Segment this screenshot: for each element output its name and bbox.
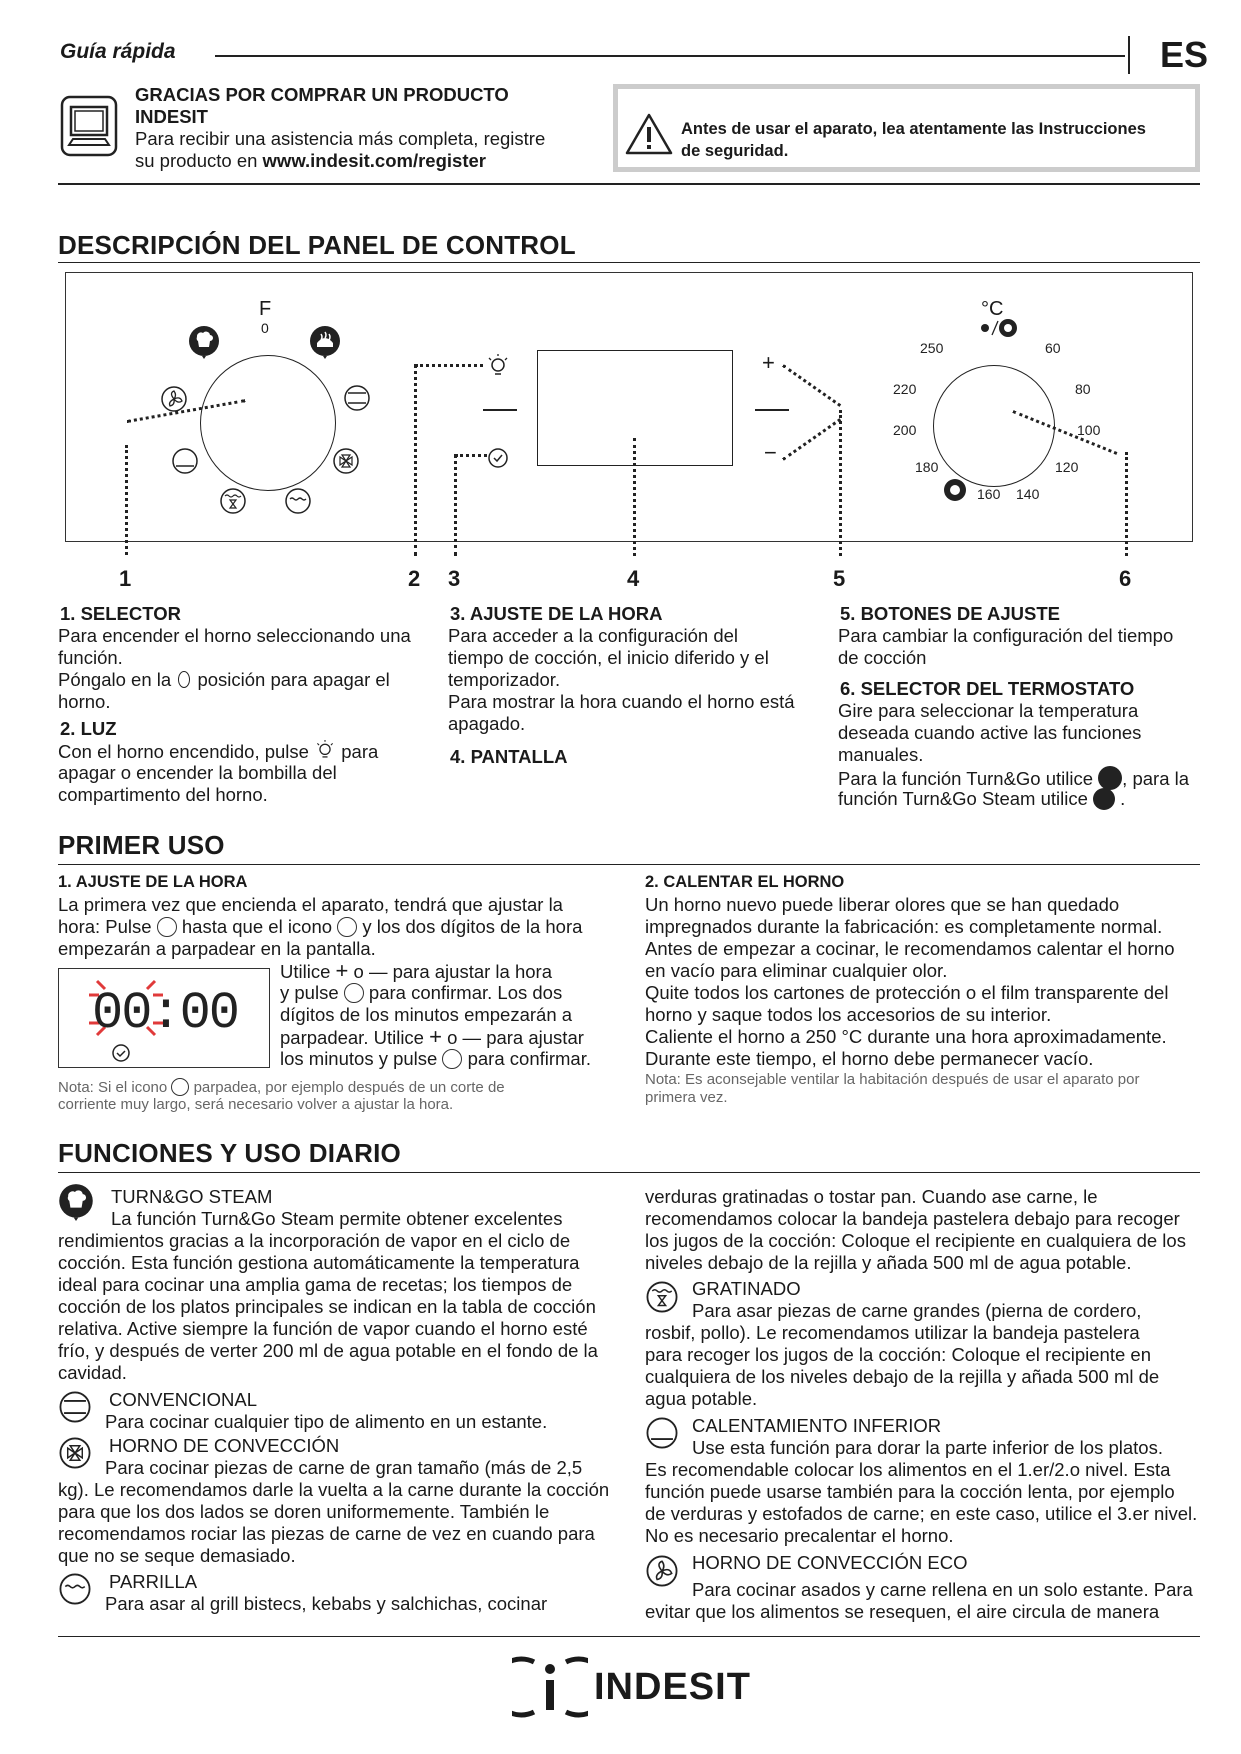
steam-line-1: La función Turn&Go Steam permite obtener excelentes <box>111 1208 563 1229</box>
light-bulb-icon[interactable] <box>486 354 510 385</box>
guide-label: Guía rápida <box>60 40 176 63</box>
header-divider <box>1128 36 1130 74</box>
bottom-heat-line-3: función puede usarse también para la cocción lenta, por ejemplo <box>645 1481 1175 1502</box>
clock-icon <box>157 917 177 937</box>
warning-line-2: de seguridad. <box>681 142 789 160</box>
set-time-note-1b: parpadea, por ejemplo después de un corte de <box>193 1079 505 1096</box>
preheat-note-2: primera vez. <box>645 1089 728 1106</box>
selector-line-2: función. <box>58 647 123 668</box>
plus-inline: + <box>429 1024 442 1049</box>
bottom-heat-line-1: Use esta función para dorar la parte inferior de los platos. <box>692 1437 1163 1458</box>
selector-line-3 <box>58 669 390 691</box>
thanks-title-1: GRACIAS POR COMPRAR UN PRODUCTO <box>135 84 509 105</box>
steam-title: TURN&GO STEAM <box>111 1186 273 1207</box>
plus-button[interactable]: + <box>762 350 775 375</box>
callout-4: 4 <box>627 566 640 591</box>
preheat-line-1: Un horno nuevo puede liberar olores que se han quedado <box>645 894 1120 915</box>
clock-setting-line-5: apagado. <box>448 713 526 734</box>
callout-1-leader <box>125 445 128 555</box>
convection-title: HORNO DE CONVECCIÓN <box>109 1435 340 1456</box>
temp-60: 60 <box>1045 340 1061 356</box>
eco-title: HORNO DE CONVECCIÓN ECO <box>692 1552 968 1573</box>
conventional-title: CONVENCIONAL <box>109 1389 258 1410</box>
eco-line-1: Para cocinar asados y carne rellena en un solo estante. Para <box>692 1579 1193 1600</box>
grill-cont-line-2: recomendamos colocar la bandeja pastelera debajo para recoger <box>645 1208 1180 1229</box>
grill-function-icon <box>58 1572 92 1611</box>
steam-line-8: cavidad. <box>58 1362 127 1383</box>
functions-rule <box>58 1172 1200 1173</box>
gratin-line-1: Para asar piezas de carne grandes (pierna de cordero, <box>692 1300 1142 1321</box>
language-code: ES <box>1160 34 1209 75</box>
preheat-title: 2. CALENTAR EL HORNO <box>645 873 845 891</box>
turn-go-inline-icon <box>1098 766 1122 790</box>
bottom-heat-icon <box>171 447 199 480</box>
callout-3: 3 <box>448 566 461 591</box>
callout-6: 6 <box>1119 566 1132 591</box>
first-use-title: PRIMER USO <box>58 830 225 860</box>
preheat-line-6: horno y saque todos los accesorios de su interior. <box>645 1004 1052 1025</box>
thanks-body-2 <box>135 150 486 172</box>
header-rule <box>215 55 1125 57</box>
functions-title: FUNCIONES Y USO DIARIO <box>58 1138 401 1168</box>
set-time-line-4a: Utilice <box>280 961 331 982</box>
clock-icon <box>344 983 364 1003</box>
gratin-line-4: cualquiera de los niveles debajo de la rejilla y añada 500 ml de <box>645 1366 1160 1387</box>
light-title: 2. LUZ <box>60 718 117 739</box>
conventional-icon <box>343 384 371 417</box>
preheat-line-4: en vacío para eliminar cualquier olor. <box>645 960 948 981</box>
convection-line-4: recomendamos rociar las piezas de carne de vez en cuando para <box>58 1523 595 1544</box>
temp-180: 180 <box>915 459 939 475</box>
register-link[interactable]: www.indesit.com/register <box>262 150 486 171</box>
adjust-buttons-title: 5. BOTONES DE AJUSTE <box>840 603 1060 624</box>
selector-title: 1. SELECTOR <box>60 603 181 624</box>
callout-3-leader <box>454 454 457 556</box>
gratin-line-2: rosbif, pollo). Le recomendamos utilizar la bandeja pastelera <box>645 1322 1140 1343</box>
convection-function-icon <box>58 1436 92 1475</box>
grill-cont-line-3: los jugos de la cocción: Coloque el recipiente en cualquiera de los <box>645 1230 1186 1251</box>
eco-line-2: evitar que los alimentos se resequen, el aire circula de manera <box>645 1601 1160 1622</box>
panel-section-title: DESCRIPCIÓN DEL PANEL DE CONTROL <box>58 230 576 260</box>
set-time-line-7a: parpadear. Utilice <box>280 1027 424 1048</box>
warning-line-1: Antes de usar el aparato, lea atentamente las Instrucciones <box>681 120 1146 138</box>
set-time-title: 1. AJUSTE DE LA HORA <box>58 873 248 891</box>
thermostat-title: 6. SELECTOR DEL TERMOSTATO <box>840 678 1135 699</box>
set-time-line-5a: y pulse <box>280 982 339 1003</box>
thermostat-line-4b: , para la <box>1122 768 1190 789</box>
grill-cont-line-1: verduras gratinadas o tostar pan. Cuando ase carne, le <box>645 1186 1098 1207</box>
set-time-line-2a: hora: Pulse <box>58 916 152 937</box>
grill-title: PARRILLA <box>109 1571 198 1592</box>
set-time-line-5 <box>280 982 562 1004</box>
grill-icon <box>284 487 312 520</box>
turn-go-icon <box>188 325 220 364</box>
thermostat-unit: °C <box>981 298 1004 320</box>
header-bottom-rule <box>58 183 1200 185</box>
warning-triangle-icon <box>625 112 673 161</box>
clock-icon <box>442 1049 462 1069</box>
bottom-heat-line-2: Es recomendable colocar los alimentos en el 1.er/2.o nivel. Esta <box>645 1459 1171 1480</box>
selector-line-3a: Póngalo en la <box>58 669 172 690</box>
turn-go-steam-icon <box>309 325 341 364</box>
set-time-note-2: corriente muy largo, será necesario volver a ajustar la hora. <box>58 1096 454 1113</box>
temp-250: 250 <box>920 340 944 356</box>
adjust-button-line <box>755 409 789 411</box>
temp-220: 220 <box>893 381 917 397</box>
steam-line-2: rendimientos gracias a la incorporación de vapor en el ciclo de <box>58 1230 571 1251</box>
set-time-line-7 <box>280 1026 584 1049</box>
thermostat-steam-icon <box>943 478 967 507</box>
convection-line-1: Para cocinar piezas de carne de gran tamaño (más de 2,5 <box>105 1457 583 1478</box>
display-title: 4. PANTALLA <box>450 746 568 767</box>
convection-line-2: kg). Le recomendamos darle la vuelta a la carne durante la cocción <box>58 1479 610 1500</box>
bottom-heat-function-icon <box>645 1416 679 1455</box>
adjust-buttons-line-2: de cocción <box>838 647 927 668</box>
set-time-line-2 <box>58 916 582 938</box>
first-use-rule <box>58 864 1200 865</box>
function-selector-dial[interactable] <box>200 355 336 491</box>
callout-2-leader-h <box>415 364 483 367</box>
adjust-buttons-line-1: Para cambiar la configuración del tiempo <box>838 625 1174 646</box>
steam-line-6: relativa. Active siempre la función de vapor cuando el horno esté <box>58 1318 588 1339</box>
light-line-1a: Con el horno encendido, pulse <box>58 741 309 762</box>
callout-3-leader-h <box>455 454 487 457</box>
temp-120: 120 <box>1055 459 1079 475</box>
bottom-heat-line-5: No es necesario precalentar el horno. <box>645 1525 954 1546</box>
thermostat-line-5a: función Turn&Go Steam utilice <box>838 788 1088 809</box>
preheat-line-5: Quite todos los cartones de protección o el film transparente del <box>645 982 1169 1003</box>
selector-line-1: Para encender el horno seleccionando una <box>58 625 411 646</box>
temp-100: 100 <box>1077 422 1101 438</box>
thermostat-line-2: deseada cuando active las funciones <box>838 722 1142 743</box>
set-time-line-3: empezarán a parpadear en la pantalla. <box>58 938 376 959</box>
steam-line-5: cocción de los platos principales se indican en la tabla de cocción <box>58 1296 596 1317</box>
off-position-icon <box>178 671 190 688</box>
light-line-1b: para <box>341 741 379 762</box>
computer-icon <box>60 95 118 157</box>
set-time-line-1: La primera vez que encienda el aparato, tendrá que ajustar la <box>58 894 563 915</box>
thanks-body-2-text: su producto en <box>135 150 258 171</box>
eco-convection-function-icon <box>645 1554 679 1593</box>
callout-5: 5 <box>833 566 846 591</box>
callout-2: 2 <box>408 566 421 591</box>
display-digits: 00:00 <box>91 984 239 1043</box>
clock-icon[interactable] <box>487 447 509 474</box>
turn-go-steam-function-icon <box>58 1183 94 1226</box>
preheat-line-2: impregnados durante la fabricación: es completamente normal. <box>645 916 1163 937</box>
thanks-body-1: Para recibir una asistencia más completa, registre <box>135 128 546 149</box>
gratin-line-5: agua potable. <box>645 1388 758 1409</box>
footer-rule <box>58 1636 1200 1637</box>
convection-line-3: para que los dos lados se doren uniformemente. También le <box>58 1501 550 1522</box>
grill-line-1: Para asar al grill bistecs, kebabs y salchichas, cocinar <box>105 1593 548 1614</box>
preheat-line-3: Antes de empezar a cocinar, le recomendamos calentar el horno <box>645 938 1175 959</box>
clock-icon <box>337 917 357 937</box>
convection-fan-icon <box>332 447 360 480</box>
steam-line-3: cocción. Esta función gestiona automáticamente la temperatura <box>58 1252 580 1273</box>
set-time-note-1a: Nota: Si el icono <box>58 1079 168 1096</box>
preheat-line-8: Durante este tiempo, el horno debe permanecer vacío. <box>645 1048 1094 1069</box>
thermostat-line-4a: Para la función Turn&Go utilice <box>838 768 1094 789</box>
bottom-heat-line-4: de verduras y estofados de carne; en este caso, utilice el 3.er nivel. <box>645 1503 1198 1524</box>
callout-5-leader <box>839 410 842 556</box>
dial-f-label: F <box>259 298 272 320</box>
clock-setting-line-3: temporizador. <box>448 669 561 690</box>
indesit-logo <box>512 1652 752 1722</box>
thermostat-line-3: manuales. <box>838 744 924 765</box>
set-time-line-7b: o — para ajustar <box>447 1027 584 1048</box>
light-line-2: apagar o encender la bombilla del <box>58 762 337 783</box>
brand-name: INDESIT <box>594 1666 751 1708</box>
conventional-function-icon <box>58 1390 92 1429</box>
clock-setting-title: 3. AJUSTE DE LA HORA <box>450 603 663 624</box>
preheat-line-7: Caliente el horno a 250 °C durante una hora aproximadamente. <box>645 1026 1167 1047</box>
set-time-line-5b: para confirmar. Los dos <box>368 982 563 1003</box>
panel-title-rule <box>58 262 1200 263</box>
turn-go-steam-inline-icon <box>1093 788 1115 810</box>
gratin-line-3: para recoger los jugos de la cocción: Coloque el recipiente en <box>645 1344 1151 1365</box>
conventional-line-1: Para cocinar cualquier tipo de alimento en un estante. <box>105 1411 548 1432</box>
set-time-line-8 <box>280 1048 591 1070</box>
steam-line-7: frío, y después de verter 200 ml de agua potable en el fondo de la <box>58 1340 598 1361</box>
thermostat-line-5b: . <box>1120 788 1126 809</box>
selector-line-4: horno. <box>58 691 111 712</box>
callout-2-leader <box>414 364 417 556</box>
temp-200: 200 <box>893 422 917 438</box>
set-time-line-8b: para confirmar. <box>467 1048 591 1069</box>
thermostat-dial[interactable] <box>933 365 1055 487</box>
set-time-line-8a: los minutos y pulse <box>280 1048 438 1069</box>
temp-140: 140 <box>1016 486 1040 502</box>
set-time-line-4b: o — para ajustar la hora <box>353 961 552 982</box>
set-time-line-4 <box>280 960 552 983</box>
set-time-line-2b: hasta que el icono <box>181 916 333 937</box>
clock-setting-line-4: Para mostrar la hora cuando el horno está <box>448 691 795 712</box>
display-illustration <box>58 968 270 1068</box>
light-button-line <box>483 409 517 411</box>
thermostat-line-4 <box>838 766 1189 790</box>
set-time-line-2c: y los dos dígitos de la hora <box>362 916 583 937</box>
temp-80: 80 <box>1075 381 1091 397</box>
plus-inline: + <box>335 958 349 983</box>
thermostat-turn-go-icons <box>980 318 1024 343</box>
thermostat-line-1: Gire para seleccionar la temperatura <box>838 700 1139 721</box>
set-time-line-6: dígitos de los minutos empezarán a <box>280 1004 573 1025</box>
preheat-note-1: Nota: Es aconsejable ventilar la habitación después de usar el aparato por <box>645 1071 1140 1088</box>
set-time-note-1 <box>58 1078 505 1097</box>
minus-button[interactable]: − <box>764 440 777 465</box>
selector-line-3b: posición para apagar el <box>197 669 390 690</box>
bottom-heat-title: CALENTAMIENTO INFERIOR <box>692 1415 942 1436</box>
grill-cont-line-4: niveles debajo de la rejilla y añada 500 ml de agua potable. <box>645 1252 1132 1273</box>
callout-1: 1 <box>119 566 132 591</box>
gratin-function-icon <box>645 1280 679 1319</box>
temp-160: 160 <box>977 486 1001 502</box>
thanks-title-2: INDESIT <box>135 106 208 127</box>
dial-zero-label: 0 <box>261 320 269 336</box>
callout-6-leader <box>1125 452 1128 556</box>
light-line-3: compartimento del horno. <box>58 784 268 805</box>
convection-line-5: que no se seque demasiado. <box>58 1545 296 1566</box>
callout-4-leader <box>633 438 636 556</box>
gratin-icon <box>219 487 247 520</box>
steam-line-4: ideal para cocinar una amplia gama de recetas; los tiempos de <box>58 1274 573 1295</box>
clock-setting-line-2: tiempo de cocción, el inicio diferido y el <box>448 647 769 668</box>
thermostat-line-5 <box>838 788 1125 810</box>
clock-icon <box>171 1078 189 1096</box>
clock-setting-line-1: Para acceder a la configuración del <box>448 625 739 646</box>
gratin-title: GRATINADO <box>692 1278 801 1299</box>
